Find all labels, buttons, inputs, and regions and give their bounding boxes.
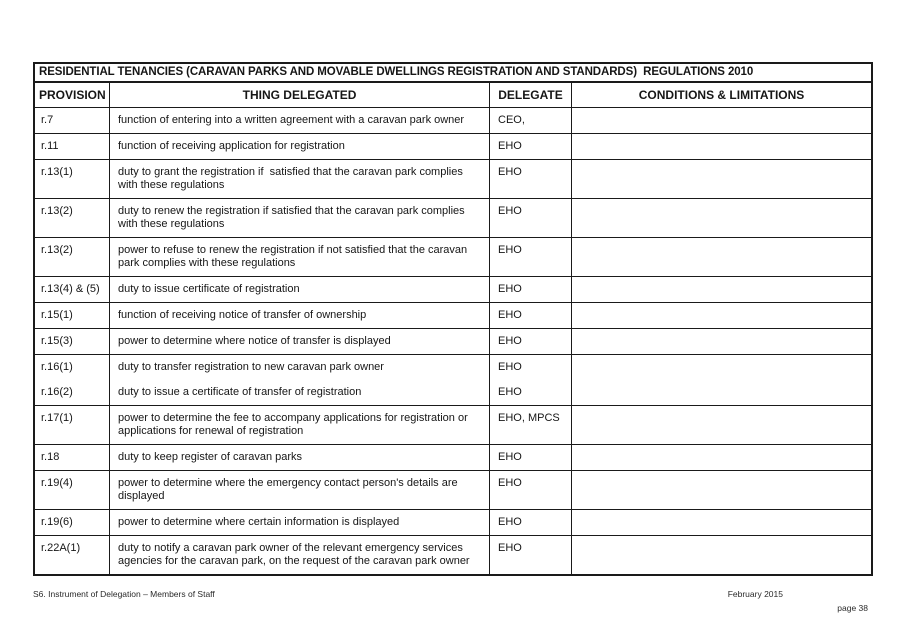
provision-cell: r.16(1) <box>35 355 110 380</box>
conditions-cell <box>572 380 871 406</box>
footer-date: February 2015 <box>727 589 783 599</box>
column-header-row <box>35 83 871 108</box>
delegate-cell: EHO <box>490 238 572 277</box>
thing-cell: function of entering into a written agreement with a caravan park owner <box>110 108 490 134</box>
conditions-cell <box>572 108 871 134</box>
thing-cell: duty to issue certificate of registration <box>110 277 490 303</box>
table-row <box>35 238 871 277</box>
table-title-row <box>35 64 871 83</box>
table-row <box>35 536 871 574</box>
delegate-cell: EHO <box>490 303 572 329</box>
provision-cell: r.17(1) <box>35 406 110 445</box>
table-row <box>35 380 871 406</box>
table-row <box>35 134 871 160</box>
table-row <box>35 406 871 445</box>
table-title: RESIDENTIAL TENANCIES (CARAVAN PARKS AND MOVABLE DWELLINGS REGISTRATION AND STANDARDS) REGULATIONS 2010 <box>35 64 871 83</box>
provision-cell: r.13(4) & (5) <box>35 277 110 303</box>
column-header-delegate: DELEGATE <box>490 83 572 108</box>
conditions-cell <box>572 355 871 380</box>
conditions-cell <box>572 536 871 574</box>
conditions-cell <box>572 134 871 160</box>
thing-cell: power to determine the fee to accompany applications for registration or applications for renewal of registration <box>110 406 490 445</box>
conditions-cell <box>572 303 871 329</box>
provision-cell: r.13(2) <box>35 199 110 238</box>
provision-cell: r.22A(1) <box>35 536 110 574</box>
conditions-cell <box>572 160 871 199</box>
delegate-cell: EHO <box>490 277 572 303</box>
provision-cell: r.19(4) <box>35 471 110 510</box>
thing-cell: duty to issue a certificate of transfer of registration <box>110 380 490 406</box>
conditions-cell <box>572 329 871 355</box>
conditions-cell <box>572 510 871 536</box>
conditions-cell <box>572 238 871 277</box>
provision-cell: r.7 <box>35 108 110 134</box>
conditions-cell <box>572 406 871 445</box>
conditions-cell <box>572 199 871 238</box>
thing-cell: power to determine where the emergency contact person's details are displayed <box>110 471 490 510</box>
provision-cell: r.13(2) <box>35 238 110 277</box>
thing-cell: duty to transfer registration to new caravan park owner <box>110 355 490 380</box>
delegate-cell: EHO, MPCS <box>490 406 572 445</box>
column-header-thing-delegated: THING DELEGATED <box>110 83 490 108</box>
delegations-table <box>33 62 873 576</box>
table-row <box>35 277 871 303</box>
conditions-cell <box>572 445 871 471</box>
table-row <box>35 303 871 329</box>
table-row <box>35 510 871 536</box>
thing-cell: duty to keep register of caravan parks <box>110 445 490 471</box>
thing-cell: function of receiving notice of transfer of ownership <box>110 303 490 329</box>
table-row <box>35 199 871 238</box>
delegate-cell: EHO <box>490 471 572 510</box>
delegate-cell: EHO <box>490 510 572 536</box>
delegate-cell: EHO <box>490 380 572 406</box>
table-row <box>35 471 871 510</box>
thing-cell: power to determine where notice of transfer is displayed <box>110 329 490 355</box>
delegate-cell: EHO <box>490 134 572 160</box>
table-row <box>35 355 871 380</box>
thing-cell: duty to renew the registration if satisfied that the caravan park complies with these regulations <box>110 199 490 238</box>
column-header-conditions: CONDITIONS & LIMITATIONS <box>572 83 871 108</box>
delegate-cell: EHO <box>490 199 572 238</box>
thing-cell: duty to grant the registration if satisfied that the caravan park complies with these regulations <box>110 160 490 199</box>
provision-cell: r.19(6) <box>35 510 110 536</box>
table-row <box>35 445 871 471</box>
delegate-cell: EHO <box>490 355 572 380</box>
provision-cell: r.11 <box>35 134 110 160</box>
provision-cell: r.15(1) <box>35 303 110 329</box>
page-number: page 38 <box>837 603 868 613</box>
provision-cell: r.13(1) <box>35 160 110 199</box>
provision-cell: r.15(3) <box>35 329 110 355</box>
provision-cell: r.18 <box>35 445 110 471</box>
table-row <box>35 160 871 199</box>
delegate-cell: EHO <box>490 329 572 355</box>
delegate-cell: EHO <box>490 160 572 199</box>
table-row <box>35 108 871 134</box>
conditions-cell <box>572 277 871 303</box>
delegate-cell: EHO <box>490 536 572 574</box>
table-body <box>35 108 871 574</box>
delegate-cell: EHO <box>490 445 572 471</box>
thing-cell: function of receiving application for registration <box>110 134 490 160</box>
table-row <box>35 329 871 355</box>
footer-document-title: S6. Instrument of Delegation – Members of Staff <box>33 589 215 599</box>
conditions-cell <box>572 471 871 510</box>
thing-cell: power to determine where certain information is displayed <box>110 510 490 536</box>
thing-cell: power to refuse to renew the registration if not satisfied that the caravan park complies with these regulations <box>110 238 490 277</box>
column-header-provision: PROVISION <box>35 83 110 108</box>
provision-cell: r.16(2) <box>35 380 110 406</box>
delegate-cell: CEO, <box>490 108 572 134</box>
thing-cell: duty to notify a caravan park owner of the relevant emergency services agencies for the caravan park, on the request of the caravan park owner <box>110 536 490 574</box>
